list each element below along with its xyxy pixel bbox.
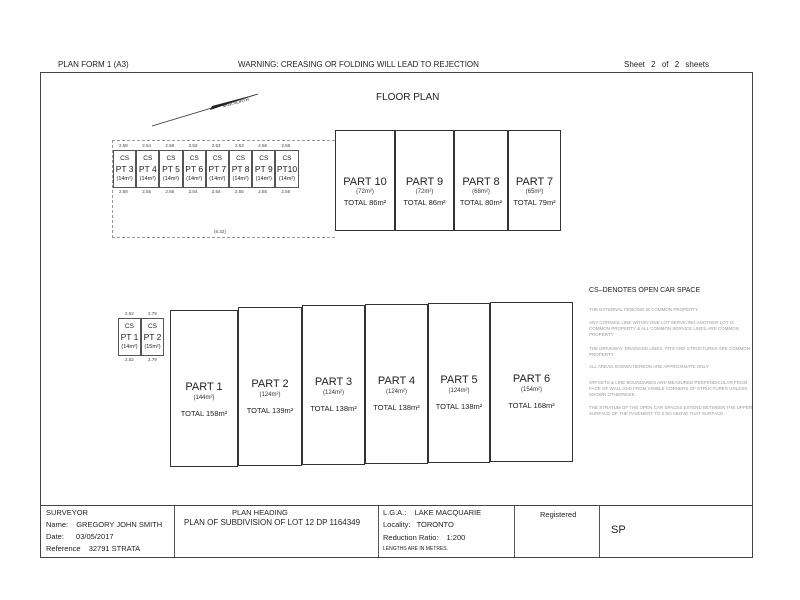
legend-note: ALL AREAS SHOWN HEREON ARE APPROXIMATE ONLY xyxy=(589,364,709,369)
surveyor-heading: SURVEYOR xyxy=(46,508,88,517)
car-space-label: CS xyxy=(120,155,130,162)
car-space-area: (14m²) xyxy=(255,176,272,182)
date-row xyxy=(46,532,114,541)
car-space-label: CS xyxy=(124,323,135,330)
part-area: (144m²) xyxy=(193,395,215,401)
part-name: PART 9 xyxy=(405,176,444,188)
legend-note: THE EXTERNAL FENCING IS COMMON PROPERTY xyxy=(589,307,699,312)
dimension-bottom: 2.52 xyxy=(125,357,134,362)
surveyor-name-row xyxy=(46,520,162,529)
part-total: TOTAL 138m² xyxy=(435,402,483,411)
part-area: (65m²) xyxy=(525,189,544,195)
locality-row xyxy=(383,520,454,529)
car-space-label: CS xyxy=(147,323,158,330)
part-name: PART 4 xyxy=(377,375,416,387)
car-space-label: CS xyxy=(282,155,292,162)
part-total: TOTAL 86m² xyxy=(343,198,387,207)
dimension-bottom: 2.55 xyxy=(258,189,267,194)
dimension-top: 2.56 xyxy=(258,143,267,148)
part-total: TOTAL 80m² xyxy=(459,198,503,207)
part-total: TOTAL 158m² xyxy=(180,409,228,418)
dimension-top: 2.53 xyxy=(235,143,244,148)
unit-part xyxy=(170,310,238,467)
car-space-area: (14m²) xyxy=(162,176,180,182)
car-space xyxy=(252,150,275,188)
lengths-note: LENGTHS ARE IN METRES. xyxy=(383,546,449,552)
car-space-name: PT 9 xyxy=(254,164,273,174)
sp-label: SP xyxy=(611,524,626,536)
north-arrow-icon xyxy=(150,88,260,128)
unit-part xyxy=(508,130,561,231)
car-space xyxy=(206,150,229,188)
part-area: (68m²) xyxy=(472,189,490,195)
car-space-name: PT 7 xyxy=(208,164,227,174)
car-space xyxy=(136,150,159,188)
car-space xyxy=(275,150,298,188)
ratio-label: Reduction Ratio: xyxy=(383,533,439,542)
sheet-label: Sheet xyxy=(624,60,645,69)
car-space-name: PT 8 xyxy=(231,164,250,174)
date-value: 03/05/2017 xyxy=(76,532,114,541)
unit-part xyxy=(428,303,490,463)
car-space xyxy=(141,318,164,356)
car-space-label: CS xyxy=(189,155,199,162)
dimension-bottom: 2.79 xyxy=(148,357,157,362)
locality-label: Locality: xyxy=(383,520,411,529)
part-name: PART 3 xyxy=(314,376,353,388)
sheet-indicator xyxy=(624,60,709,69)
unit-part xyxy=(365,304,428,464)
legend-note: OFFSETS & LINE BOUNDARIES ARE MEASURED PERPENDICULAR FROM FACE OF WALL AND FROM VISIBLE CORNERS OF STRUCTURES UNLESS SHOWN OTHERWISE xyxy=(589,380,748,397)
reference-value: 32791 STRATA xyxy=(88,544,141,553)
part-total: TOTAL 138m² xyxy=(310,404,357,413)
dimension-bottom: 2.58 xyxy=(119,189,128,194)
car-space xyxy=(118,318,141,356)
part-name: PART 6 xyxy=(512,373,551,385)
car-space xyxy=(113,150,136,188)
car-space-label: CS xyxy=(212,155,222,162)
legend-note: THE DRIVEWAY, DRAINAGE LINES, PITS AND STRUCTURES ARE COMMON PROPERTY xyxy=(589,346,750,357)
floor-plan-title: FLOOR PLAN xyxy=(376,92,440,103)
car-space-area: (14m²) xyxy=(139,176,156,182)
upper-dimension: (5.32) xyxy=(214,229,226,234)
lga-label: L.G.A.: xyxy=(383,508,407,517)
car-space-label: CS xyxy=(236,155,246,162)
dimension-top: 2.78 xyxy=(148,311,157,316)
dimension-top: 2.58 xyxy=(165,143,175,148)
reference-label: Reference xyxy=(46,544,81,553)
car-space-area: (14m²) xyxy=(278,176,296,182)
part-area: (154m²) xyxy=(520,387,542,393)
plan-heading-cell xyxy=(174,506,379,557)
part-total: TOTAL 79m² xyxy=(513,198,556,207)
car-space-area: (14m²) xyxy=(186,176,203,182)
car-space-name: PT10 xyxy=(276,164,298,174)
part-name: PART 10 xyxy=(343,176,387,188)
sheet-number: 2 xyxy=(651,60,656,69)
car-space-area: (14m²) xyxy=(232,176,249,182)
part-total: TOTAL 139m² xyxy=(246,406,294,415)
car-space xyxy=(159,150,182,188)
unit-part xyxy=(454,130,508,231)
part-total: TOTAL 168m² xyxy=(508,401,555,410)
surveyor-name: GREGORY JOHN SMITH xyxy=(76,520,163,529)
sheet-word: sheets xyxy=(685,60,709,69)
dimension-top: 2.58 xyxy=(119,143,128,148)
unit-part xyxy=(302,305,365,465)
legend-note: THE STRATUM OF THE OPEN CAR SPACES EXTEND BETWEEN THE UPPER SURFACE OF THE PAVEMENT TO 2.5m ABOVE THAT SURFACE xyxy=(589,405,753,416)
dimension-bottom: 2.55 xyxy=(235,189,244,194)
sheet-of: of xyxy=(661,60,669,69)
registered-cell xyxy=(514,506,600,557)
legend-title: CS–DENOTES OPEN CAR SPACE xyxy=(589,287,701,294)
car-space xyxy=(229,150,252,188)
dimension-top: 2.56 xyxy=(281,143,291,148)
name-label: Name: xyxy=(46,520,69,529)
unit-part xyxy=(490,302,573,462)
lga-value: LAKE MACQUARIE xyxy=(414,508,482,517)
registered-label: Registered xyxy=(540,510,577,519)
part-area: (124m²) xyxy=(259,392,281,398)
dimension-bottom: 2.56 xyxy=(281,189,291,194)
part-total: TOTAL 86m² xyxy=(403,198,446,207)
plan-heading: PLAN OF SUBDIVISION OF LOT 12 DP 1164349 xyxy=(184,518,361,527)
part-name: PART 5 xyxy=(440,374,478,386)
ratio-value: 1:200 xyxy=(446,533,466,542)
car-space xyxy=(183,150,206,188)
part-area: (124m²) xyxy=(385,389,407,395)
dimension-bottom: 2.54 xyxy=(188,189,198,194)
dimension-bottom: 2.54 xyxy=(211,189,221,194)
car-space-area: (14m²) xyxy=(116,176,133,182)
unit-part xyxy=(335,130,395,231)
sheet-total: 2 xyxy=(674,60,680,69)
title-block xyxy=(40,506,753,558)
car-space-label: CS xyxy=(259,155,269,162)
dimension-top: 2.53 xyxy=(211,143,221,148)
dimension-bottom: 2.56 xyxy=(165,189,175,194)
unit-part xyxy=(395,130,454,231)
ratio-row xyxy=(383,533,465,542)
part-total: TOTAL 138m² xyxy=(373,403,420,412)
date-label: Date: xyxy=(46,532,64,541)
warning-text: WARNING: CREASING OR FOLDING WILL LEAD TO REJECTION xyxy=(238,60,479,69)
dimension-top: 2.52 xyxy=(125,311,134,316)
car-space-area: (14m²) xyxy=(209,176,226,182)
sp-cell xyxy=(599,506,754,557)
plan-form-label: PLAN FORM 1 (A3) xyxy=(58,60,129,69)
north-arrow-label: MGA NORTH xyxy=(221,96,250,109)
lga-row xyxy=(383,508,481,517)
part-area: (72m²) xyxy=(356,189,374,195)
dimension-bottom: 2.55 xyxy=(142,189,151,194)
unit-part xyxy=(238,307,302,466)
part-name: PART 2 xyxy=(251,378,289,390)
car-space-name: PT 2 xyxy=(143,332,162,342)
reference-row xyxy=(46,544,140,553)
dimension-top: 2.52 xyxy=(188,143,198,148)
part-area: (124m²) xyxy=(322,390,344,396)
part-name: PART 1 xyxy=(185,381,223,393)
part-name: PART 8 xyxy=(462,176,500,188)
locality-value: TORONTO xyxy=(416,520,454,529)
lga-cell xyxy=(378,506,515,557)
part-area: (72m²) xyxy=(415,189,434,195)
car-space-label: CS xyxy=(166,155,176,162)
part-area: (124m²) xyxy=(448,388,470,394)
car-space-label: CS xyxy=(143,155,153,162)
surveyor-cell xyxy=(41,506,175,557)
dimension-top: 2.54 xyxy=(142,143,151,148)
car-space-name: PT 1 xyxy=(120,332,139,342)
car-space-name: PT 4 xyxy=(138,164,157,174)
part-name: PART 7 xyxy=(515,176,554,188)
legend-note: ANY CORNICE LINE WITHIN ONE LOT SERVICING ANOTHER LOT IS COMMON PROPERTY & ALL COMMON SERVICE LINES ARE COMMON PROPERTY xyxy=(589,320,739,337)
car-space-name: PT 6 xyxy=(185,164,204,174)
plan-heading-label: PLAN HEADING xyxy=(232,508,288,517)
car-space-name: PT 3 xyxy=(115,164,134,174)
car-space-name: PT 5 xyxy=(162,164,180,174)
car-space-area: (15m²) xyxy=(144,344,161,350)
car-space-area: (14m²) xyxy=(121,344,138,350)
